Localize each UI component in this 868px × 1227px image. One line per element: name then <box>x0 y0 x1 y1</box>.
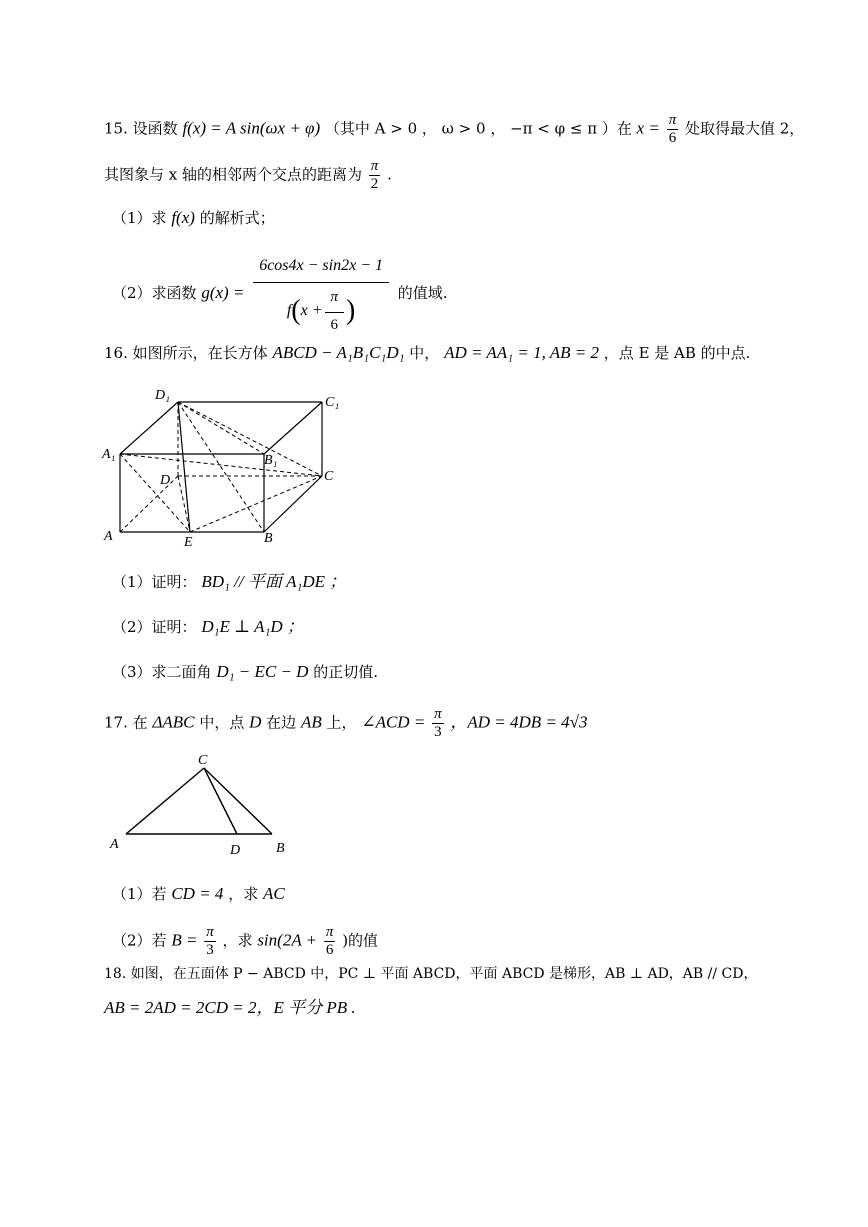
q17-stem: 17. 在 ΔABC 中，点 D 在边 AB 上， ∠ACD = $\frac{\pi}{3}$ ，AD = 4DB = 4√3 <box>104 706 588 740</box>
q17-part1: （1）若 CD = 4 ，求 AC <box>112 884 285 903</box>
q18-line1: 18. 如图，在五面体 P − ABCD 中，PC ⊥ 平面 ABCD，平面 ABCD 是梯形，AB ⊥ AD，AB // CD， <box>104 966 758 982</box>
label-E: E <box>184 535 193 549</box>
q17-part2: （2）若 B = $\frac{\pi}{3}$ ，求 sin(2A + $\frac{\pi}{6}$ )的值 <box>112 924 379 958</box>
q15-part2: （2）求函数 g(x) = 6cos4x − sin2x − 1 f ( x + $\frac{\pi}{6}$ ) 的值域. <box>112 254 448 334</box>
label-C: C <box>324 469 334 484</box>
q18-line2: AB = 2AD = 2CD = 2，E 平分 PB . <box>104 998 356 1017</box>
q16-part2: （2）证明： D₁E ⊥ A₁D ； <box>112 617 304 636</box>
q15-part1: （1）求 f(x) 的解析式； <box>112 208 275 227</box>
label-B1: B₁ <box>264 453 278 468</box>
q16-part3: （3）求二面角 D₁ − EC − D 的正切值. <box>112 662 379 681</box>
label-B: B <box>276 841 285 856</box>
cuboid-figure <box>100 384 350 549</box>
q15-line1: 15. 设函数 f(x) = A sin(ωx + φ) （其中 A > 0 ， ω > 0 ， −π < φ ≤ π ）在 x = $\frac{\pi}{6}$ 处取得最大值 2， <box>104 112 805 146</box>
label-A1: A₁ <box>102 447 116 462</box>
label-B: B <box>264 531 273 546</box>
label-D: D <box>160 473 171 488</box>
label-C1: C₁ <box>325 395 340 410</box>
triangle-figure <box>104 748 304 858</box>
q16-part1: （1）证明： BD₁ // 平面 A₁DE ； <box>112 572 347 591</box>
label-C: C <box>198 753 208 768</box>
label-A: A <box>110 837 119 852</box>
q15-line2: 其图象与 x 轴的相邻两个交点的距离为 $\frac{\pi}{2}$ . <box>104 158 392 192</box>
q16-stem: 16. 如图所示，在长方体 ABCD − A₁B₁C₁D₁ 中， AD = AA₁ = 1, AB = 2 ，点 E 是 AB 的中点. <box>104 343 751 362</box>
label-A: A <box>104 529 113 544</box>
label-D: D <box>230 843 241 858</box>
label-D1: D₁ <box>155 388 170 403</box>
